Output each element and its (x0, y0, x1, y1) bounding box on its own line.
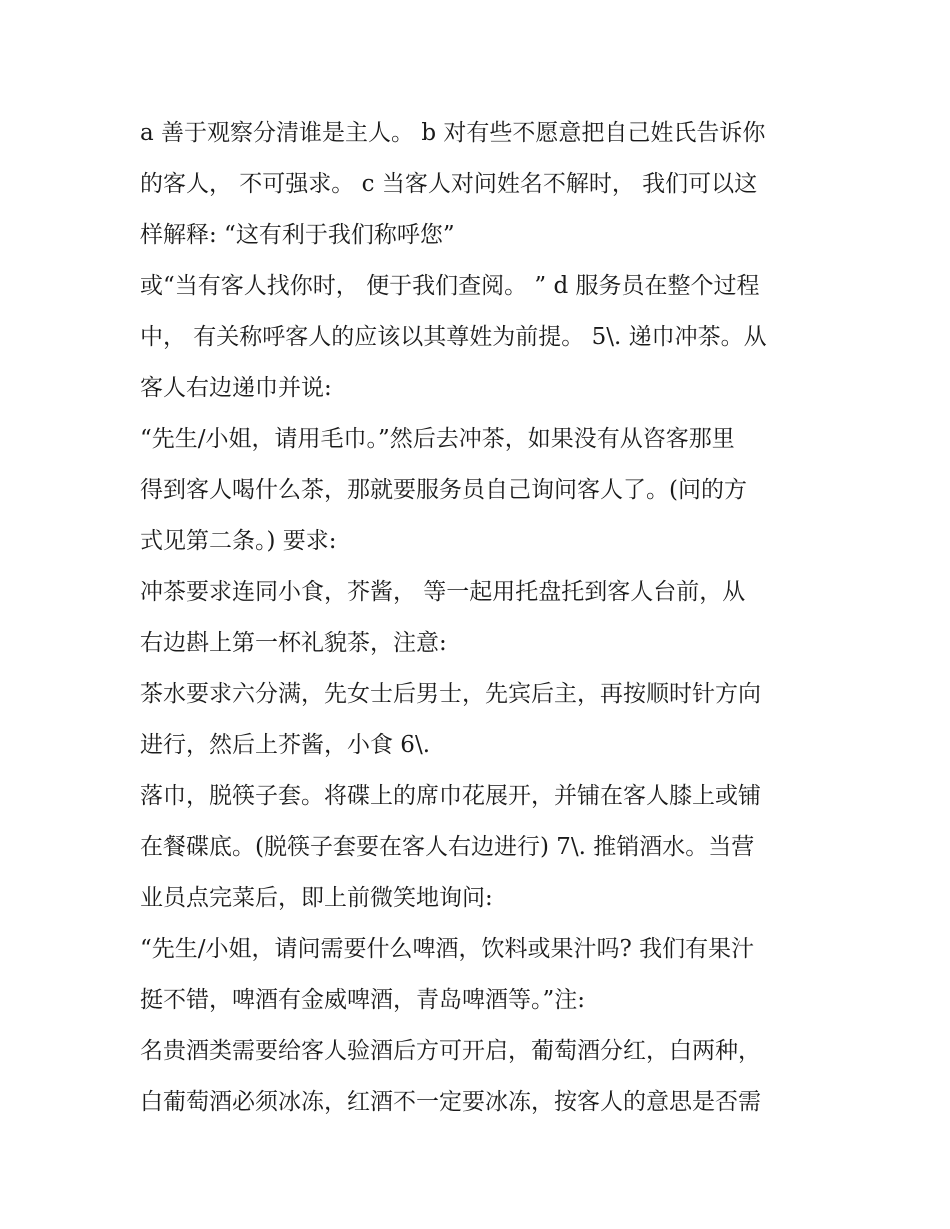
text-line: 茶水要求六分满，先女士后男士，先宾后主，再按顺时针方向 (140, 681, 761, 707)
text-line: 的客人， 不可强求。 c 当客人对问姓名不解时， 我们可以这 (140, 171, 758, 197)
text-line: 冲茶要求连同小食，芥酱， 等一起用托盘托到客人台前，从 (140, 579, 746, 605)
text-line: 业员点完菜后，即上前微笑地询问: (140, 885, 493, 911)
text-line: 得到客人喝什么茶，那就要服务员自己询问客人了。(问的方 (140, 477, 747, 503)
text-line: 白葡萄酒必须冰冻，红酒不一定要冰冻，按客人的意思是否需 (140, 1089, 761, 1115)
text-line: 在餐碟底。(脱筷子套要在客人右边进行) 7\. 推销酒水。当营 (140, 834, 755, 860)
text-line: 进行，然后上芥酱，小食 6\. (140, 732, 431, 758)
text-line: 挺不错，啤酒有金威啤酒，青岛啤酒等。”注: (140, 987, 586, 1013)
text-line: 中， 有关称呼客人的应该以其尊姓为前提。 5\. 递巾冲茶。从 (140, 324, 767, 350)
text-line: a 善于观察分清谁是主人。 b 对有些不愿意把自己姓氏告诉你 (140, 120, 766, 146)
text-line: 样解释: “这有利于我们称呼您” (140, 222, 455, 248)
text-line: 客人右边递巾并说: (140, 375, 332, 401)
text-line: 落巾，脱筷子套。将碟上的席巾花展开，并铺在客人膝上或铺 (140, 783, 761, 809)
text-line: 或“当有客人找你时， 便于我们查阅。 ” d 服务员在整个过程 (140, 273, 760, 299)
text-line: 式见第二条。) 要求: (140, 528, 337, 554)
text-line: 名贵酒类需要给客人验酒后方可开启，葡萄酒分红，白两种， (140, 1038, 761, 1064)
text-line: “先生/小姐，请问需要什么啤酒，饮料或果汁吗? 我们有果汁 (140, 936, 755, 962)
body-text (140, 108, 820, 1128)
text-line: “先生/小姐，请用毛巾。”然后去冲茶，如果没有从咨客那里 (140, 426, 735, 452)
text-line: 右边斟上第一杯礼貌茶，注意: (140, 630, 447, 656)
